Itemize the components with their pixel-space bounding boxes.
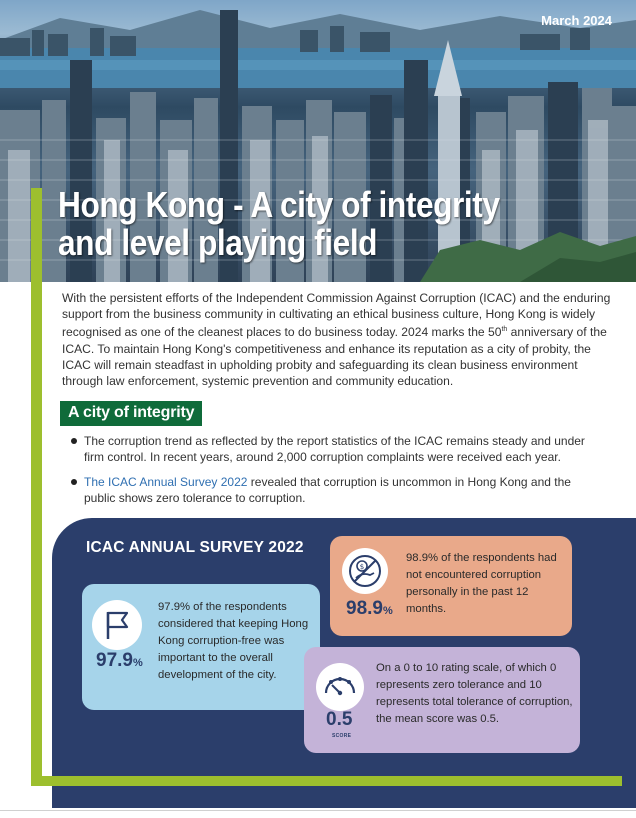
survey-link[interactable]: The ICAC Annual Survey 2022 [84,475,248,489]
accent-bar-horizontal [31,776,622,786]
stat-value-no-corruption: 98.9% [346,598,393,619]
flag-icon [92,600,142,650]
bullet-icon [71,438,77,444]
stat-text-tolerance: On a 0 to 10 rating scale, of which 0 represents zero tolerance and 10 represents total tolerance of corruption, the mean score was 0.5. [376,662,573,725]
bullet-icon [71,479,77,485]
accent-bar-vertical [31,188,42,786]
page-title [58,186,586,262]
stat-card-no-corruption [330,536,572,636]
bullet-text: revealed that corruption is uncommon in Hong Kong and the public shows zero tolerance to corruption. [84,475,571,505]
page-footer-divider [0,810,636,818]
title-line-2: and level playing field [58,222,378,263]
title-line-1: Hong Kong - A city of integrity [58,184,500,225]
stat-card-tolerance [304,647,580,753]
bullet-text: The corruption trend as reflected by the report statistics of the ICAC remains steady and under firm control. In recent years, around 2,000 corruption complaints were received each year. [84,434,585,464]
stat-card-importance [82,584,320,710]
intro-superscript: th [501,326,508,334]
svg-text:$: $ [359,563,365,571]
no-bribe-icon [342,548,388,594]
survey-title: ICAC ANNUAL SURVEY 2022 [86,539,304,556]
bullet-list [68,433,588,515]
intro-text-1: With the persistent efforts of the Independent Commission Against Corruption (ICAC) and the enduring support from the business community in cultivating an ethical business culture, Hong Kong is widely recognised as one of the cleanest places to do business today. 2024 marks the 50 [62,291,611,340]
gauge-icon [316,663,364,711]
stat-value-importance: 97.9% [96,650,143,671]
section-heading: A city of integrity [60,401,202,426]
intro-paragraph [62,290,612,389]
list-item [68,433,588,465]
stat-text-no-corruption: 98.9% of the respondents had not encountered corruption personally in the past 12 months. [406,552,557,615]
list-item [68,474,588,506]
intro-text-2: anniversary of the ICAC. To maintain Hong Kong's competitiveness and enhance its reputation as a city of probity, the ICAC will remain steadfast in upholding probity and safeguarding its clean business environment through law enforcement, systemic prevention and community education. [62,325,607,389]
stat-value-tolerance: 0.5 [326,709,353,730]
score-label: SCORE [332,733,352,739]
issue-date: March 2024 [541,13,612,28]
hero-image [0,0,636,282]
stat-text-importance: 97.9% of the respondents considered that keeping Hong Kong corruption-free was important to the overall development of the city. [158,601,309,681]
